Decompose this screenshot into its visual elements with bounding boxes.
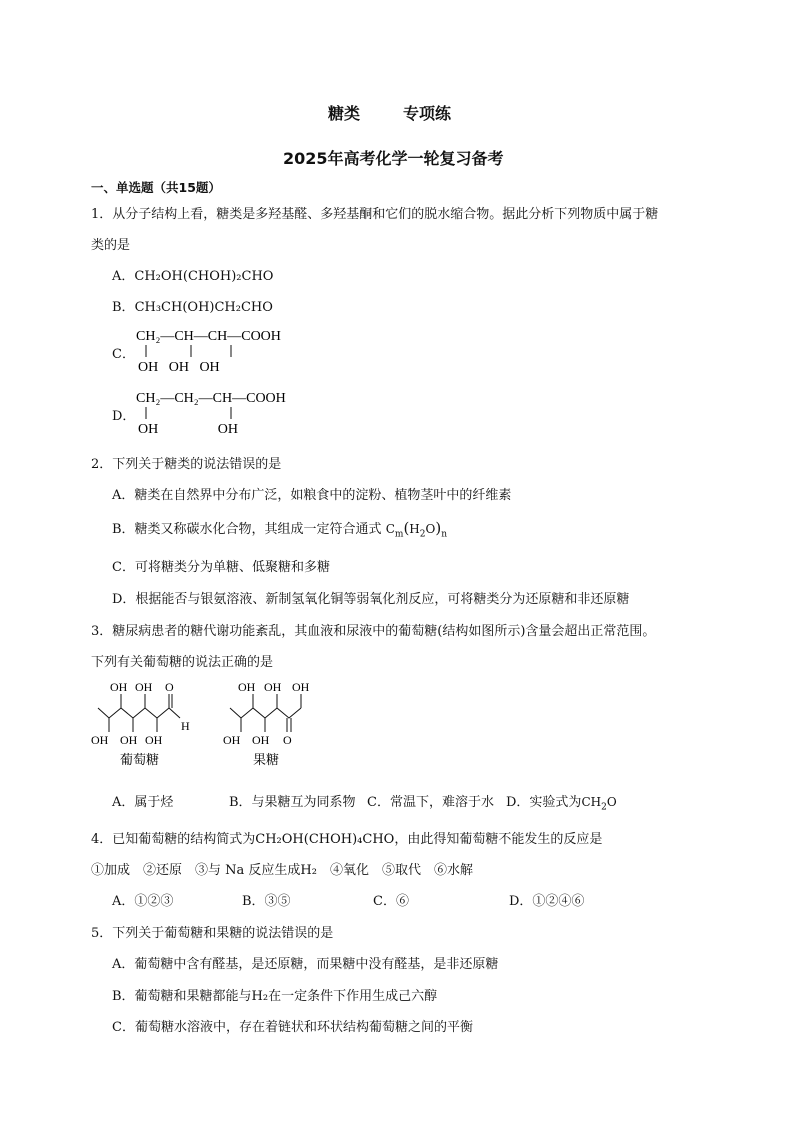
q4-option-b: B．③⑤ [242, 894, 291, 909]
page-subtitle: 2025年高考化学一轮复习备考 [283, 149, 504, 168]
q2-option-c: C．可将糖类分为单糖、低聚糖和多糖 [112, 560, 330, 575]
q1-stem-line2: 类的是 [91, 238, 131, 253]
q1-option-a-label: A． [112, 269, 135, 284]
q3-option-d-text: D．实验式为 [506, 795, 582, 810]
q2-option-b-text: B．糖类又称碳水化合物，其组成一定符合通式 [112, 522, 382, 537]
svg-text:OH: OH [120, 733, 138, 747]
q1-option-b-label: B． [112, 300, 135, 315]
q4-reactions: ①加成 ②还原 ③与 Na 反应生成H₂ ④氧化 ⑤取代 ⑥水解 [91, 863, 473, 878]
svg-text:O: O [283, 733, 292, 747]
q1-d-oh-text: OH OH [138, 422, 238, 437]
q4-option-a: A．①②③ [112, 894, 174, 909]
svg-text:OH: OH [91, 733, 109, 747]
q5-option-c: C．葡萄糖水溶液中，存在着链状和环状结构葡萄糖之间的平衡 [112, 1020, 473, 1035]
svg-text:H: H [181, 719, 190, 733]
q3-option-b: B．与果糖互为同系物 [229, 795, 356, 810]
q1-c-chain-text: CH₂—CH—CH—COOH [136, 329, 281, 344]
q3-stem-line1: 3．糖尿病患者的糖代谢功能紊乱，其血液和尿液中的葡萄糖(结构如图所示)含量会超出正常范围。 [91, 624, 656, 639]
glucose-structure [88, 678, 198, 770]
q1-option-a [112, 265, 273, 284]
q5-option-a: A．葡萄糖中含有醛基，是还原糖，而果糖中没有醛基，是非还原糖 [112, 957, 499, 972]
q4-stem: 4．已知葡萄糖的结构简式为CH₂OH(CHOH)₄CHO，由此得知葡萄糖不能发生的反应是 [91, 832, 603, 847]
q1-option-b-text: CH₃CH(OH)CH₂CHO [134, 300, 273, 315]
q2-option-b [112, 518, 447, 539]
svg-text:OH: OH [238, 680, 256, 694]
fructose-label: 果糖 [253, 752, 280, 767]
glucose-label: 葡萄糖 [120, 752, 160, 767]
q1-stem-line1: 1．从分子结构上看，糖类是多羟基醛、多羟基酮和它们的脱水缩合物。据此分析下列物质中属于糖 [91, 207, 659, 222]
q5-stem: 5．下列关于葡萄糖和果糖的说法错误的是 [91, 926, 334, 941]
title-part2: 专项练 [403, 104, 452, 123]
q1-option-b [112, 296, 273, 315]
q4-option-d: D．①②④⑥ [509, 894, 585, 909]
q3-option-d-formula: $CH_2O$ [581, 795, 617, 813]
svg-text:OH: OH [223, 733, 241, 747]
q3-stem-line2: 下列有关葡萄糖的说法正确的是 [91, 655, 274, 670]
svg-text:OH: OH [264, 680, 282, 694]
svg-text:OH: OH [145, 733, 163, 747]
q1-option-c-label: C． [112, 347, 135, 362]
q4-option-c: C．⑥ [373, 894, 409, 909]
q2-option-b-formula: $C_m(H_2O)_n$ [385, 519, 447, 540]
q2-option-a: A．糖类在自然界中分布广泛，如粮食中的淀粉、植物茎叶中的纤维素 [112, 488, 512, 503]
q1-c-oh-text: OH OH OH [138, 360, 220, 375]
q3-option-c: C．常温下，难溶于水 [367, 795, 494, 810]
svg-text:O: O [165, 680, 174, 694]
q1-d-chain-text: CH₂—CH₂—CH—COOH [136, 391, 286, 406]
q3-option-d [506, 791, 617, 812]
q1-option-d-structure [133, 386, 333, 438]
q1-option-c-structure [133, 324, 333, 376]
title-part1: 糖类 [328, 104, 361, 123]
svg-text:OH: OH [252, 733, 270, 747]
svg-text:OH: OH [110, 680, 128, 694]
q5-option-b: B．葡萄糖和果糖都能与H₂在一定条件下作用生成己六醇 [112, 989, 438, 1004]
q2-option-d: D．根据能否与银氨溶液、新制氢氧化铜等弱氧化剂反应，可将糖类分为还原糖和非还原糖 [112, 592, 630, 607]
svg-text:OH: OH [292, 680, 310, 694]
fructose-structure [220, 678, 330, 770]
q1-option-a-text: CH₂OH(CHOH)₂CHO [134, 269, 274, 284]
section-heading: 一、单选题（共15题） [91, 180, 221, 195]
svg-text:OH: OH [135, 680, 153, 694]
q2-stem: 2．下列关于糖类的说法错误的是 [91, 457, 282, 472]
q1-option-d-label: D． [112, 409, 136, 424]
q3-option-a: A．属于烃 [112, 795, 174, 810]
